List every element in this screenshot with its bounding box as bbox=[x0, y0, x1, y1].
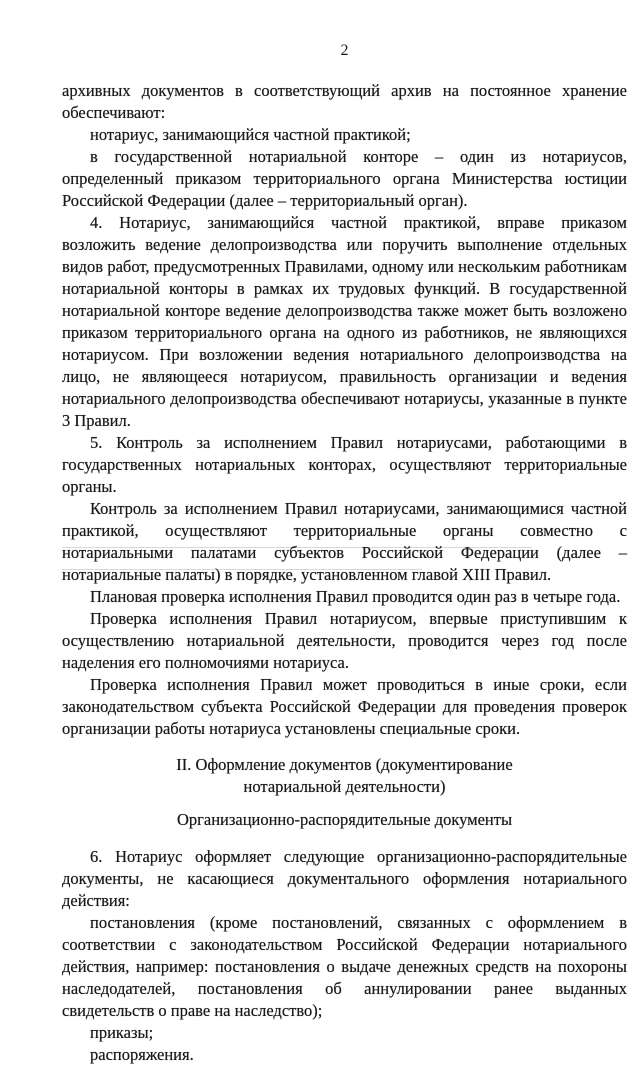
subsection-heading: Организационно-распорядительные документы bbox=[176, 810, 513, 829]
body-paragraph: Контроль за исполнением Правил нотариусами, занимающимися частной практикой, осуществляют территориальные органы совместно с нотариальными палатами субъектов Российской Федерации (далее – нотариальные палаты) в порядке, установленном главой XIII Правил. bbox=[62, 499, 627, 584]
body-paragraph: Проверка исполнения Правил нотариусом, впервые приступившим к осуществлению нотариальной деятельности, проводится через год после наделения его полномочиями нотариуса. bbox=[62, 609, 627, 672]
body-paragraph: Проверка исполнения Правил может проводиться в иные сроки, если законодательством субъекта Российской Федерации для проведения проверок организации работы нотариуса установлены специальные сроки. bbox=[62, 675, 627, 738]
body-paragraph: 5. Контроль за исполнением Правил нотариусами, работающими в государственных нотариальных конторах, осуществляют территориальные органы. bbox=[62, 433, 627, 496]
page-number: 2 bbox=[340, 42, 349, 59]
body-paragraph: нотариус, занимающийся частной практикой; bbox=[90, 125, 411, 144]
section-heading-line2: нотариальной деятельности) bbox=[243, 777, 446, 796]
section-heading bbox=[62, 754, 627, 798]
body-paragraph: распоряжения. bbox=[90, 1045, 194, 1064]
body-paragraph: в государственной нотариальной конторе – один из нотариусов, определенный приказом территориального органа Министерства юстиции Российской Федерации (далее – территориальный орган). bbox=[62, 147, 627, 210]
body-paragraph: 4. Нотариус, занимающийся частной практикой, вправе приказом возложить ведение делопроизводства или поручить выполнение отдельных видов работ, предусмотренных Правилами, одному или нескольким работникам нотариальной конторы в рамках их трудовых функций. В государственной нотариальной конторе ведение делопроизводства также может быть возложено приказом территориального органа на одного из работников, не являющихся нотариусом. При возложении ведения нотариального делопроизводства на лицо, не являющееся нотариусом, правильность организации и ведения нотариального делопроизводства обеспечивают нотариусы, указанные в пункте 3 Правил. bbox=[62, 213, 627, 430]
section-heading-line1: II. Оформление документов (документирование bbox=[176, 755, 513, 774]
body-paragraph: Плановая проверка исполнения Правил проводится один раз в четыре года. bbox=[90, 587, 621, 606]
body-paragraph: 6. Нотариус оформляет следующие организационно-распорядительные документы, не касающиеся документального оформления нотариального действия: bbox=[62, 847, 627, 910]
body-paragraph: приказы; bbox=[90, 1023, 154, 1042]
body-paragraph: постановления (кроме постановлений, связанных с оформлением в соответствии с законодательством Российской Федерации нотариального действия, например: постановления о выдаче денежных средств на похороны наследодателей, постановления об аннулировании ранее выданных свидетельств о праве на наследство); bbox=[62, 913, 627, 1020]
body-paragraph: архивных документов в соответствующий архив на постоянное хранение обеспечивают: bbox=[62, 81, 627, 122]
